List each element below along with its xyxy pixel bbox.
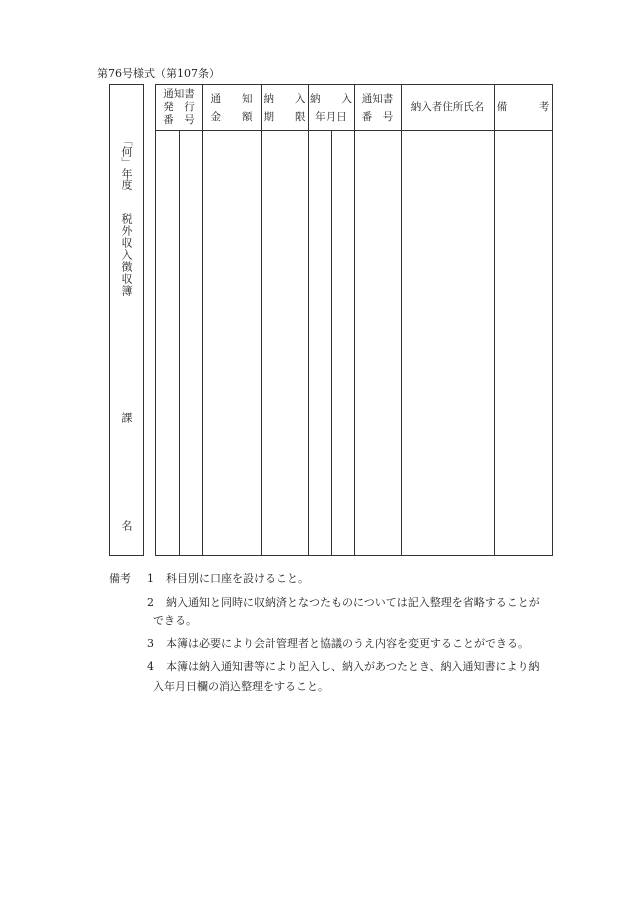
note-text-continued: 入年月日欄の消込整理をすること。 [153,680,329,693]
side-label-box [109,84,144,556]
column-divider [401,85,402,555]
note-text: 本簿は納入通知書等により記入し、納入があつたとき、納入通知書により納 [166,660,540,673]
header-payment-date: 納 入 年月日 [310,92,352,123]
note-text: 納入通知と同時に収納済となつたものについては記入整理を省略することが [166,596,540,609]
note-number: 4 [147,660,154,673]
form-title: 第76号様式（第107条） [97,67,220,80]
subcolumn-divider [179,130,180,555]
ledger-name-label: 税外収入徴収簿 [120,213,133,297]
header-notice-number: 通知書 番 号 [361,92,394,123]
header-notice-issue-number: 通知書 発 行 番 号 [163,88,195,126]
note-text-continued: できる。 [153,614,197,627]
fiscal-year-label: 「何」年度 [120,135,133,190]
note-number: 2 [147,596,154,609]
name-label: 名 [120,519,133,531]
column-divider [494,85,495,555]
column-divider [202,85,203,555]
header-remarks: 備 考 [496,101,550,113]
header-payment-deadline: 納 入 期 限 [263,92,306,123]
note-number: 3 [147,637,154,650]
section-label: 課 [120,411,133,423]
subcolumn-divider [331,130,332,555]
notes-label: 備考 [109,572,131,585]
header-notice-amount: 通 知 金 額 [210,92,253,123]
note-text: 本簿は必要により会計管理者と協議のうえ内容を変更することができる。 [166,637,529,650]
column-divider [308,85,309,555]
column-divider [261,85,262,555]
note-text: 科目別に口座を設けること。 [166,572,309,585]
header-payer-address-name: 納入者住所氏名 [410,101,485,113]
note-number: 1 [147,572,154,585]
column-divider [354,85,355,555]
ledger-table [155,84,553,556]
